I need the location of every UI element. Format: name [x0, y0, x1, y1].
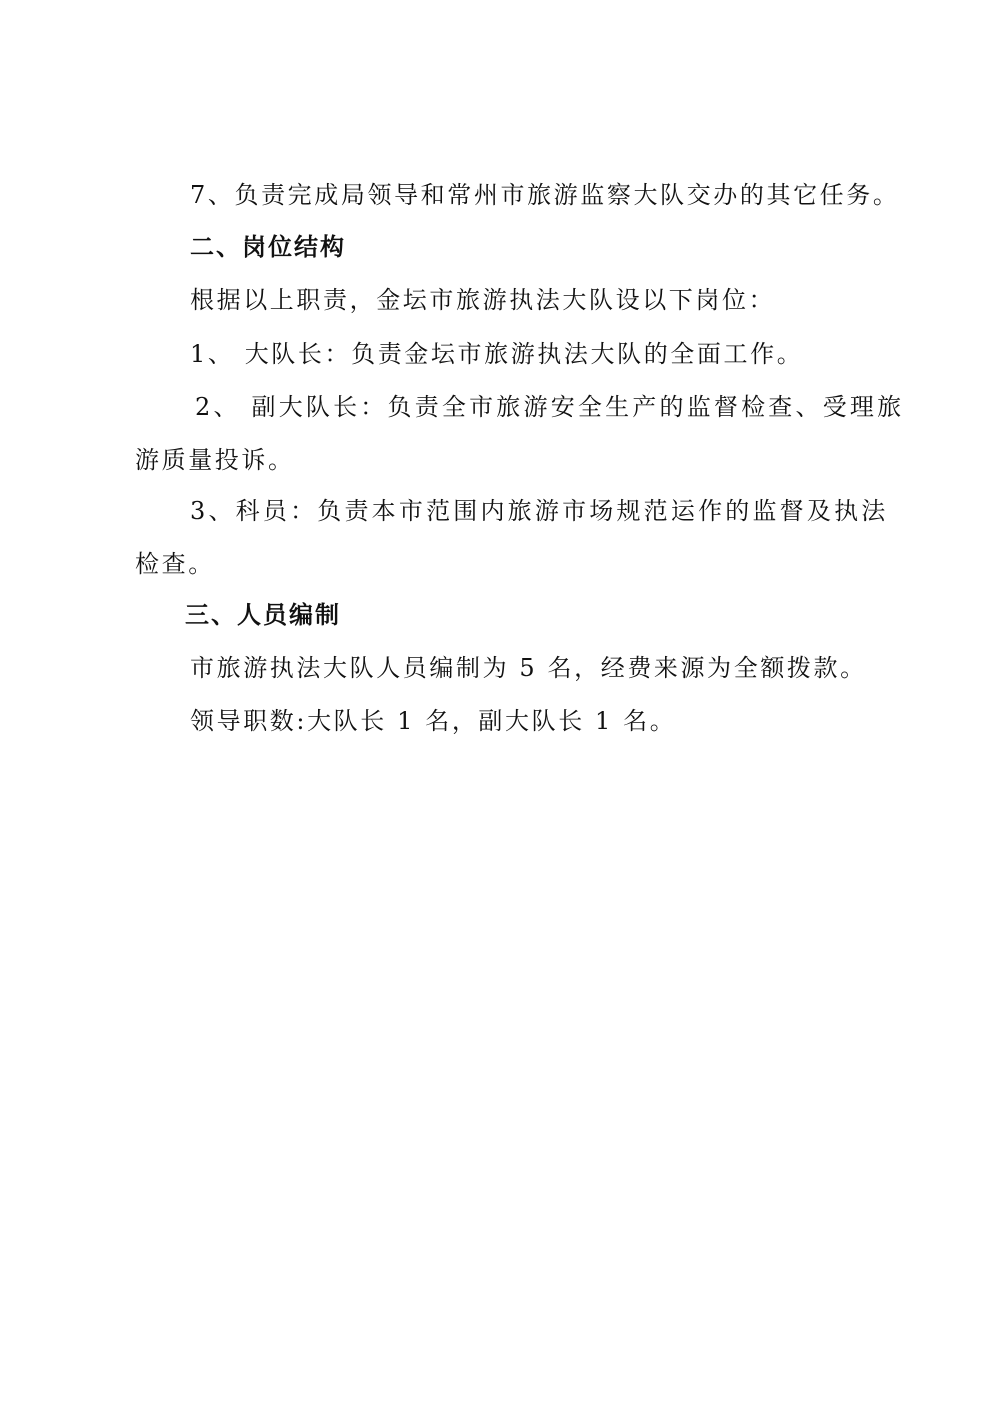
- post-item-1: 1、 大队长：负责金坛市旅游执法大队的全面工作。: [190, 340, 804, 368]
- post-structure-intro: 根据以上职责，金坛市旅游执法大队设以下岗位：: [190, 286, 776, 314]
- section-heading-post-structure: 二、岗位结构: [190, 233, 346, 261]
- post-item-2-line-1: 2、 副大队长：负责全市旅游安全生产的监督检查、受理旅: [195, 393, 905, 421]
- staffing-quota: 市旅游执法大队人员编制为 5 名，经费来源为全额拨款。: [190, 654, 867, 682]
- leadership-positions: 领导职数:大队长 1 名，副大队长 1 名。: [190, 707, 677, 735]
- post-item-3-line-1: 3、科员：负责本市范围内旅游市场规范运作的监督及执法: [190, 497, 889, 525]
- post-item-2-line-2: 游质量投诉。: [135, 446, 295, 474]
- post-item-3-line-2: 检查。: [135, 550, 215, 578]
- section-heading-staffing: 三、人员编制: [185, 601, 341, 629]
- duty-item-7: 7、负责完成局领导和常州市旅游监察大队交办的其它任务。: [190, 181, 900, 209]
